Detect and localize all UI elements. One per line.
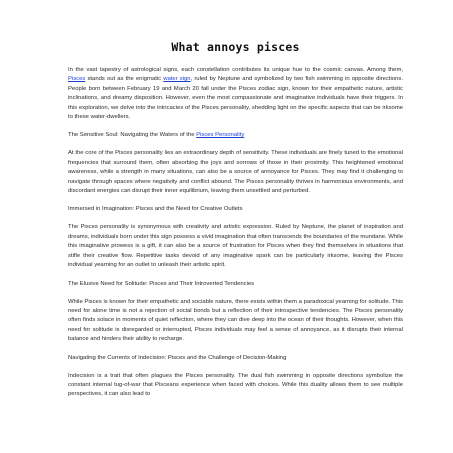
paragraph-indecision: Indecision is a trait that often plagues the Pisces personality. The dual fish swimming in opposite directions symbolize the constant internal tug-of-war that Pisceans experience when faced with choices. While this duality allows them to see multiple perspectives, it can also lead to: [68, 372, 403, 398]
intro-text-1: In the vast tapestry of astrological signs, each constellation contributes its unique hue to the cosmic canvas. Among them,: [68, 67, 403, 73]
pisces-link[interactable]: Pisces: [68, 76, 86, 83]
paragraph-sensitive: At the core of the Pisces personality lies an extraordinary depth of sensitivity. These individuals are finely tuned to the emotional frequencies that surround them, often absorbing the joys and sorrows of those in their proximity. This heightened emotional awareness, while a strength in many situations, can also be a source of annoyance for Pisces. They may find it challenging to navigate through spaces where negativity and conflict abound. The Pisces personality thrives in harmonious environments, and discordant energies can disrupt their inner equilibrium, leaving them unsettled and perturbed.: [68, 150, 403, 195]
section-heading-imagination: Immersed in Imagination: Pisces and the Need for Creative Outlets: [68, 206, 243, 213]
page-title: What annoys pisces: [171, 40, 300, 54]
section-heading-sensitive: [68, 131, 403, 140]
paragraph-solitude: While Pisces is known for their empathetic and sociable nature, there exists within them a paradoxical yearning for solitude. This need for alone time is not a rejection of social bonds but a reflection of their introspective tendencies. The Pisces personality often finds solace in moments of quiet reflection, where they can dive deep into the ocean of their thoughts. However, when this need for solitude is disregarded or interrupted, Pisces individuals may feel a sense of annoyance, as it disrupts their internal balance and hinders their ability to recharge.: [68, 298, 403, 343]
pisces-personality-link[interactable]: Pisces Personality: [196, 132, 245, 139]
intro-paragraph: [68, 66, 403, 122]
intro-text-3: , ruled by Neptune and symbolized by two fish swimming in opposite directions. People born between February 19 and March 20 fall under the Pisces zodiac sign, known for their empathetic nature, artistic inclinations, and dreamy disposition. However, even the most compassionate and imaginative individuals have their triggers. In this exploration, we delve into the intricacies of the Pisces personality, shedding light on the specific aspects that can be irksome to these water-dwellers.: [68, 76, 403, 121]
section-heading-solitude: The Elusive Need for Solitude: Pisces and Their Introverted Tendencies: [68, 280, 255, 287]
intro-text-2: stands out as the enigmatic: [85, 76, 164, 83]
heading-text: The Sensitive Soul: Navigating the Waters of the: [68, 132, 197, 139]
section-heading-indecision: Navigating the Currents of Indecision: Pisces and the Challenge of Decision-Making: [68, 354, 287, 361]
water-sign-link[interactable]: water sign: [163, 76, 191, 83]
paragraph-imagination: The Pisces personality is synonymous with creativity and artistic expression. Ruled by Neptune, the planet of inspiration and dreams, individuals born under this sign possess a vivid imagination that often transcends the boundaries of the mundane. While this imaginative prowess is a gift, it can also be a source of frustration for Pisces when they find themselves in situations that stifle their creative flow. Repetitive tasks devoid of any imaginative spark can be particularly irksome, leaving the Pisces individual yearning for an outlet to unleash their artistic spirit.: [68, 224, 403, 269]
